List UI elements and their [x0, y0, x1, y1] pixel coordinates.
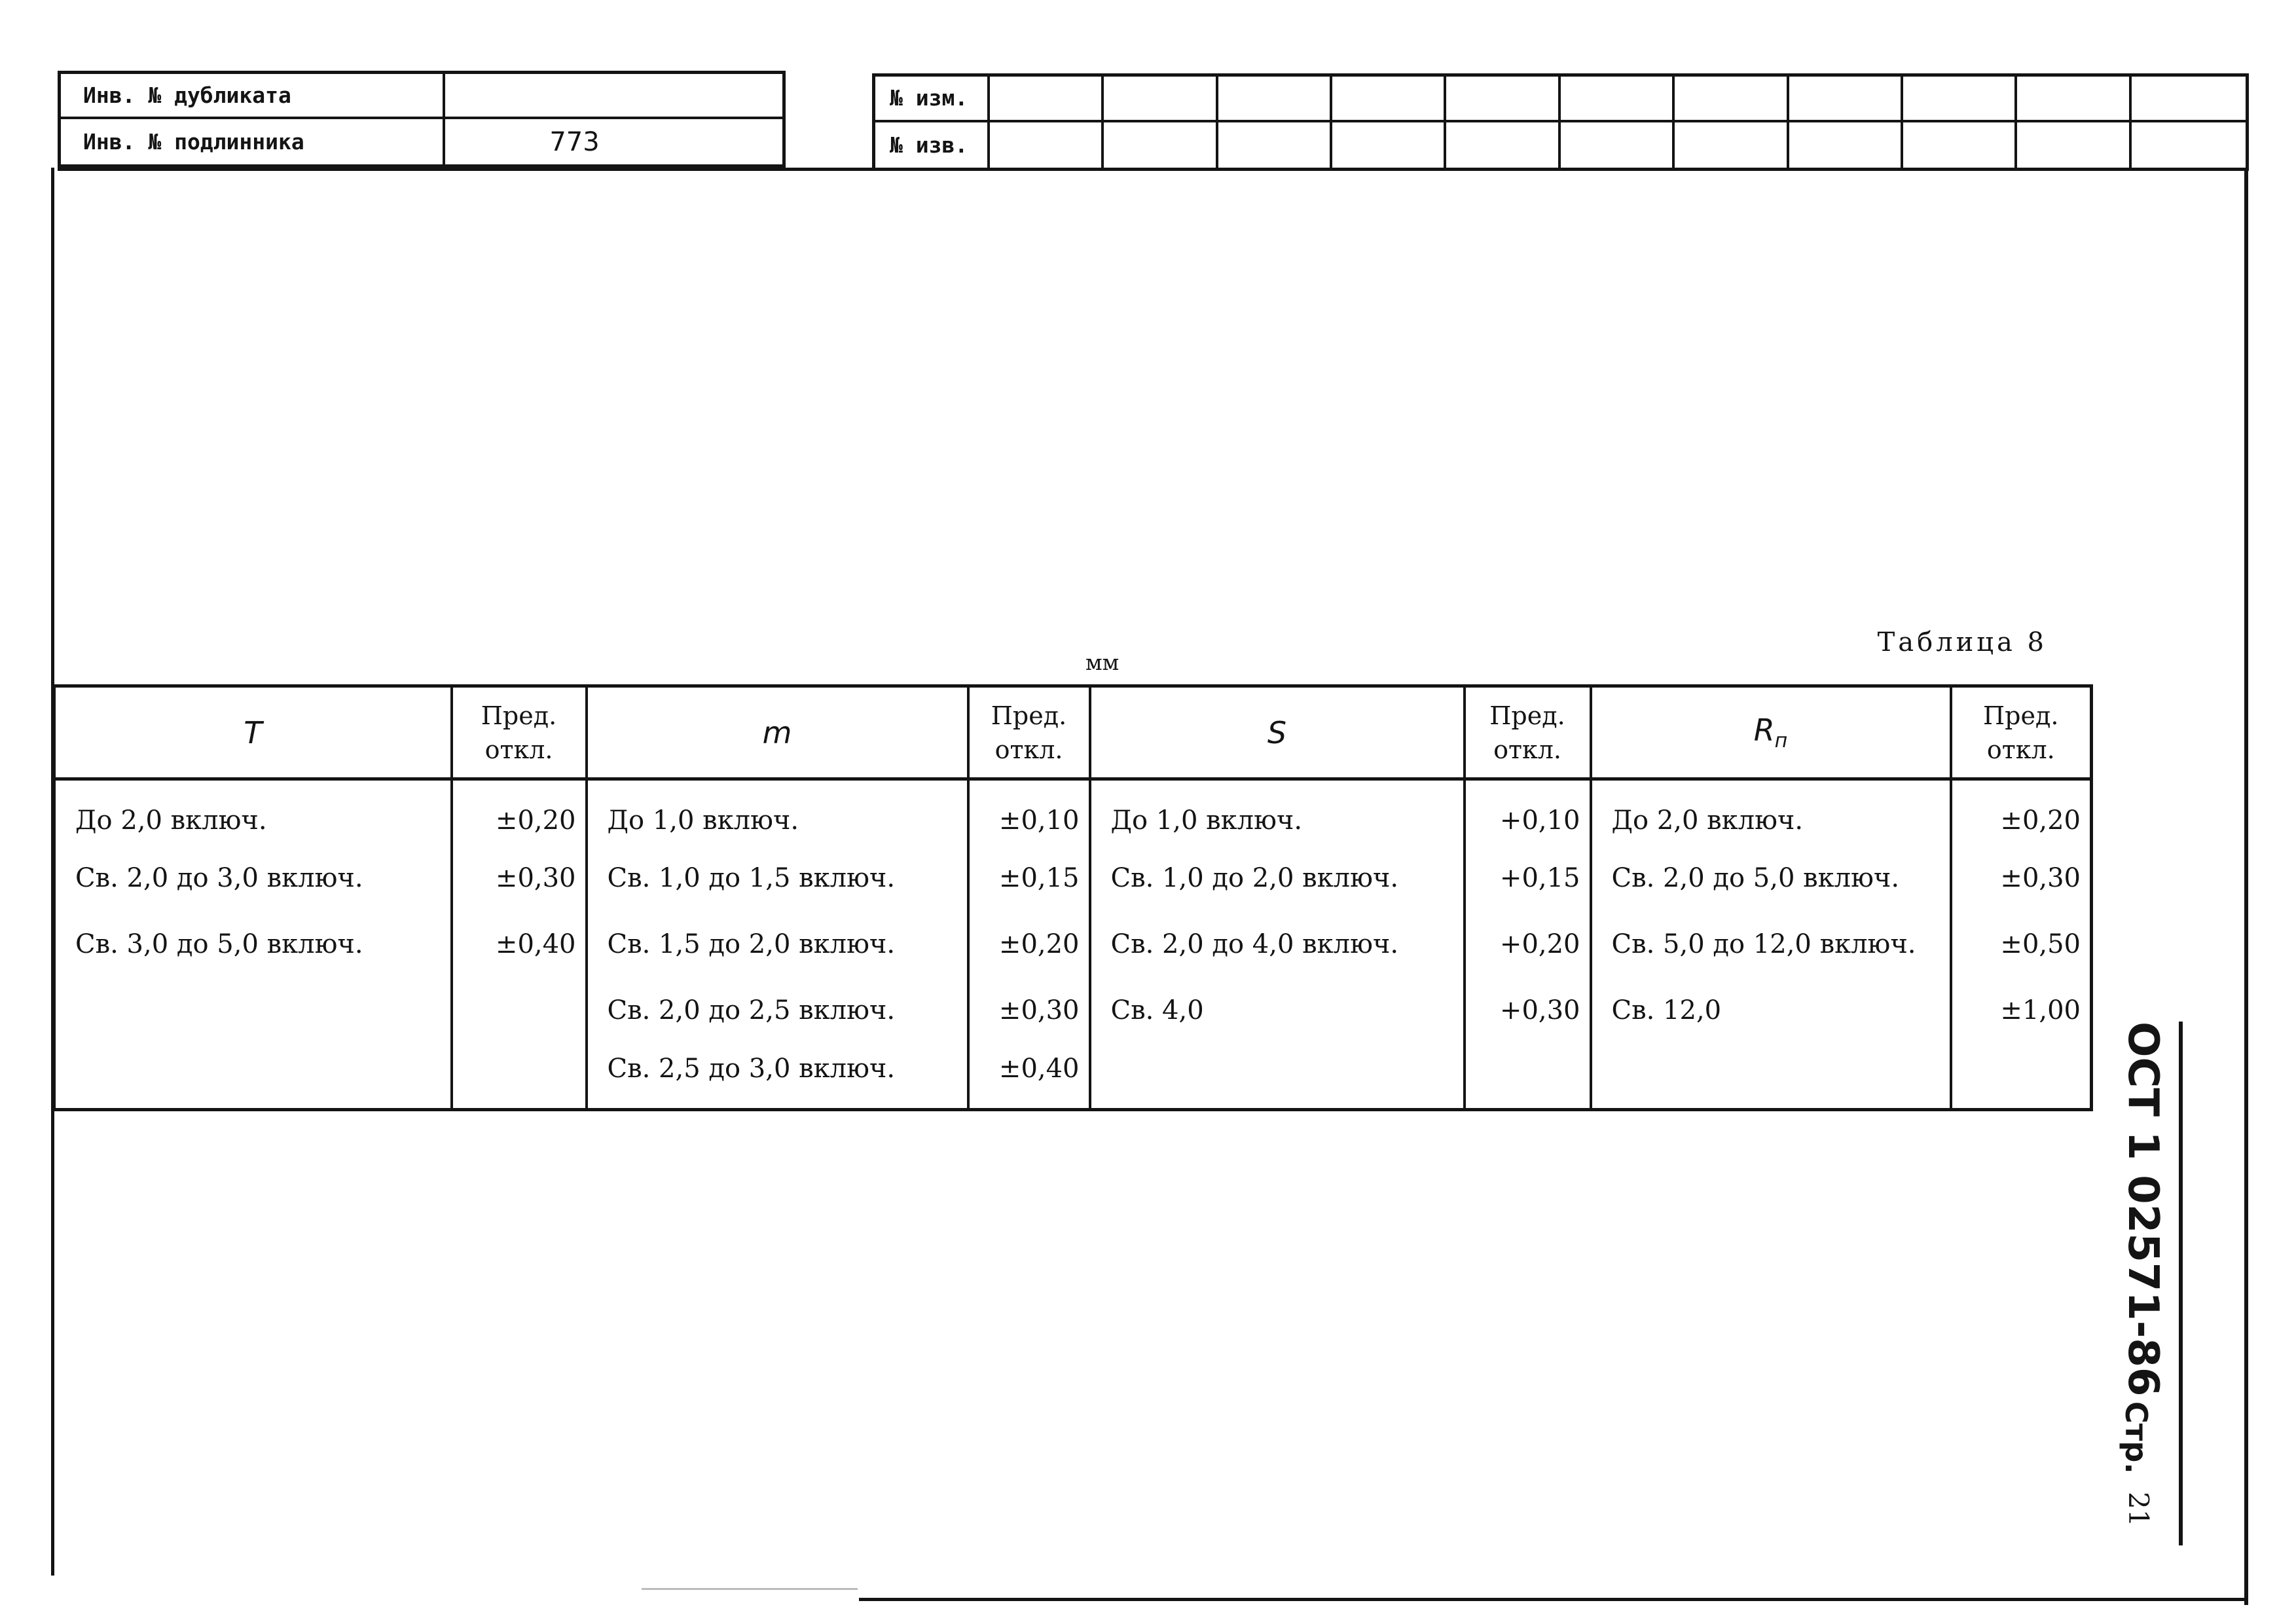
table-header-row: [54, 686, 2092, 779]
table-cell: ±0,50: [2000, 929, 2081, 959]
table-cell: ±0,30: [452, 845, 587, 912]
table-cell: ±0,20: [452, 779, 587, 845]
table-cell: +0,10: [1465, 779, 1591, 845]
notice-cell: [1446, 122, 1560, 168]
side-divider-line: [2179, 1022, 2183, 1545]
inv-original-label: Инв. № подлинника: [61, 119, 445, 164]
inv-duplicate-label: Инв. № дубликата: [61, 74, 445, 119]
change-cell: [1675, 77, 1789, 122]
table-cell: Св. 1,5 до 2,0 включ.: [587, 912, 968, 978]
table-cell: [452, 1044, 587, 1110]
document-code: ОСТ 1 02571-86: [2119, 1022, 2167, 1397]
table-cell: +0,15: [1465, 845, 1591, 912]
table-cell: ±0,10: [968, 779, 1090, 845]
frame-bottom-line: [859, 1598, 2247, 1601]
page-number: 21: [2123, 1492, 2155, 1527]
table-cell: [452, 978, 587, 1044]
table-cell: [1465, 1044, 1591, 1110]
table-cell: +0,30: [1465, 978, 1591, 1044]
inventory-stamp: [58, 71, 786, 168]
table-row: [54, 978, 2092, 1044]
table-cell: [1591, 1044, 1951, 1110]
notice-cell: [2017, 122, 2131, 168]
col-header-m: m: [587, 686, 968, 779]
table-cell: Св. 2,0 до 5,0 включ.: [1591, 845, 1951, 912]
table-cell: Св. 3,0 до 5,0 включ.: [54, 912, 452, 978]
table-cell: [1090, 1044, 1465, 1110]
table-cell: Св. 1,0 до 1,5 включ.: [587, 845, 968, 912]
unit-label: мм: [1085, 650, 1120, 675]
change-cell: [2017, 77, 2131, 122]
change-cell: [1561, 77, 1675, 122]
table-cell: До 1,0 включ.: [587, 779, 968, 845]
notice-cell: [1789, 122, 1903, 168]
change-cell: [1218, 77, 1332, 122]
table-cell: [1951, 1044, 2092, 1110]
inv-duplicate-value: [445, 74, 782, 119]
table-cell: [54, 1044, 452, 1110]
change-number-label: № изм.: [875, 77, 990, 122]
side-designation: [2112, 995, 2191, 1572]
frame-bottom-faint-line: [642, 1588, 858, 1590]
table-row: [54, 845, 2092, 912]
col-header-deviation: Пред. откл.: [968, 686, 1090, 779]
change-cell: [1446, 77, 1560, 122]
notice-cell: [1561, 122, 1675, 168]
notice-cell: [1903, 122, 2017, 168]
table-row: [54, 779, 2092, 845]
table-cell: ±0,40: [968, 1044, 1090, 1110]
inv-original-value: 773: [549, 126, 600, 157]
change-cell: [1903, 77, 2017, 122]
table-cell: Св. 1,0 до 2,0 включ.: [1090, 845, 1465, 912]
table-cell: [54, 978, 452, 1044]
table-cell: До 1,0 включ.: [1090, 779, 1465, 845]
tolerance-table: [52, 684, 2093, 1111]
col-header-s: S: [1090, 686, 1465, 779]
notice-number-label: № изв.: [875, 122, 990, 168]
change-cell: [2132, 77, 2246, 122]
notice-cell: [1218, 122, 1332, 168]
table-cell: ±0,40: [452, 912, 587, 978]
change-record-grid: [872, 73, 2249, 171]
table-cell: Св. 2,0 до 4,0 включ.: [1090, 912, 1465, 978]
page-label: Стр.: [2119, 1401, 2154, 1474]
notice-cell: [2132, 122, 2246, 168]
change-cell: [1789, 77, 1903, 122]
table-cell: +0,20: [1465, 912, 1591, 978]
col-header-r: [1591, 686, 1951, 779]
col-header-deviation: Пред. откл.: [1951, 686, 2092, 779]
table-cell: До 2,0 включ.: [54, 779, 452, 845]
col-header-t: T: [54, 686, 452, 779]
frame-top-line: [58, 168, 2248, 171]
table-cell: ±0,30: [2000, 863, 2081, 893]
table-cell: Св. 2,0 до 3,0 включ.: [54, 845, 452, 912]
notice-cell: [1104, 122, 1218, 168]
table-cell: Св. 2,5 до 3,0 включ.: [587, 1044, 968, 1110]
change-cell: [1332, 77, 1446, 122]
table-cell: До 2,0 включ.: [1591, 779, 1951, 845]
table-cell: Св. 12,0: [1591, 978, 1951, 1044]
table-row: [54, 1044, 2092, 1110]
table-cell: Св. 2,0 до 2,5 включ.: [587, 978, 968, 1044]
table-cell: ±0,20: [2000, 805, 2081, 836]
notice-cell: [1675, 122, 1789, 168]
table-cell: ±0,30: [968, 978, 1090, 1044]
r-subscript: п: [1774, 729, 1788, 753]
frame-right-line: [2244, 171, 2248, 1605]
table-caption: Таблица 8: [1877, 627, 2047, 657]
col-header-deviation: Пред. откл.: [452, 686, 587, 779]
table-cell: Св. 4,0: [1090, 978, 1465, 1044]
r-symbol: R: [1753, 712, 1775, 748]
table-cell: ±0,15: [968, 845, 1090, 912]
table-cell: ±1,00: [2000, 995, 2081, 1025]
change-cell: [990, 77, 1104, 122]
table-cell: Св. 5,0 до 12,0 включ.: [1591, 912, 1951, 978]
notice-cell: [990, 122, 1104, 168]
table-row: [54, 912, 2092, 978]
table-cell: ±0,20: [968, 912, 1090, 978]
notice-cell: [1332, 122, 1446, 168]
col-header-deviation: Пред. откл.: [1465, 686, 1591, 779]
change-cell: [1104, 77, 1218, 122]
